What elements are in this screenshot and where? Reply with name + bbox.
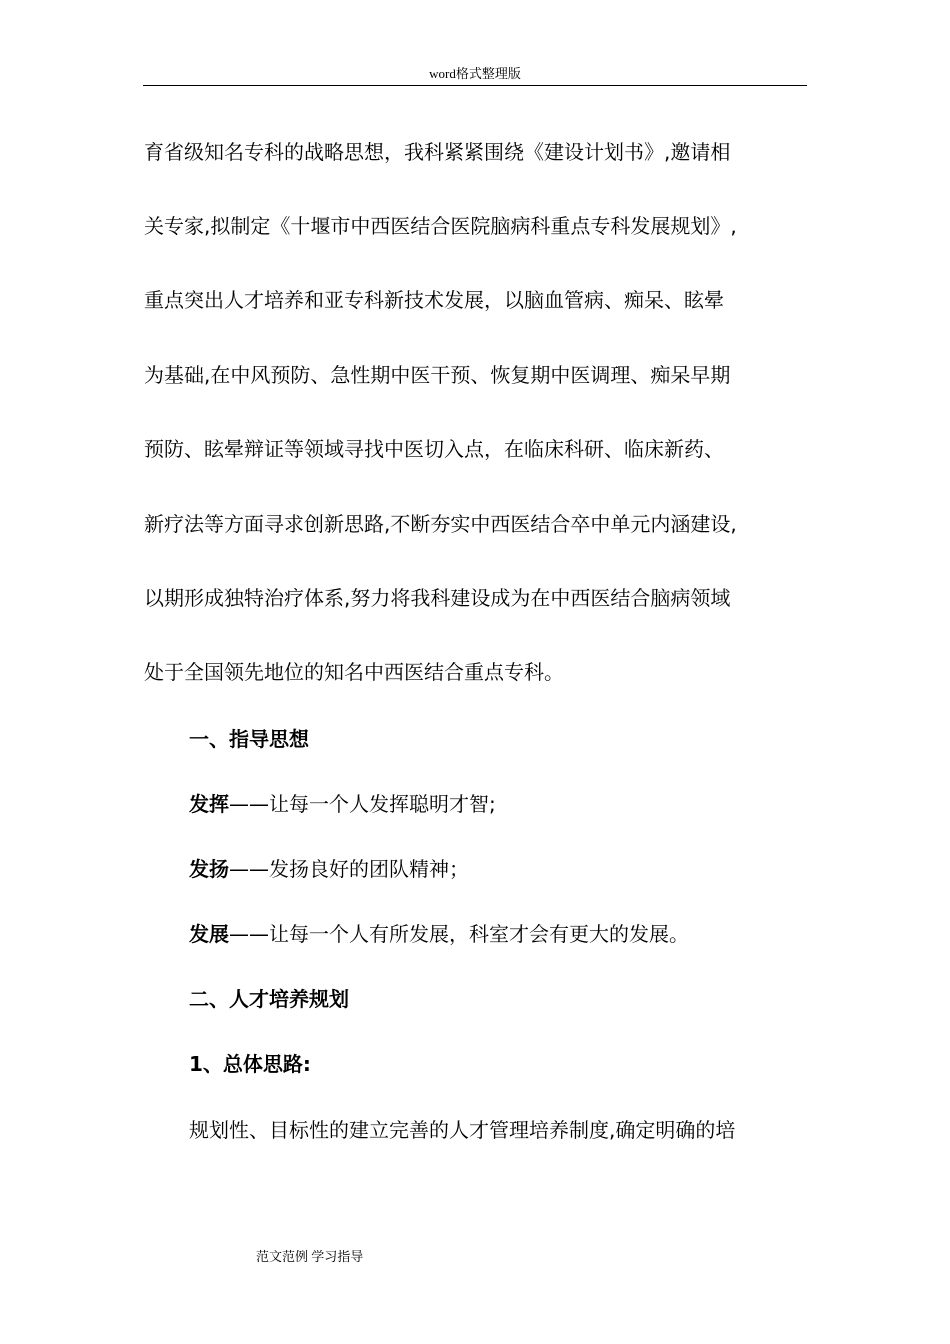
section-heading-guiding-ideology: 一、指导思想 xyxy=(189,727,309,751)
paragraph-line: 育省级知名专科的战略思想，我科紧紧围绕《建设计划书》,邀请相 xyxy=(144,140,731,164)
principle-item xyxy=(189,921,869,947)
principle-term: 发挥 xyxy=(189,792,229,816)
subsection-heading: 1、总体思路: xyxy=(189,1052,311,1076)
principle-item xyxy=(189,791,869,817)
principle-text: ——发扬良好的团队精神； xyxy=(229,857,469,881)
paragraph-line: 处于全国领先地位的知名中西医结合重点专科。 xyxy=(144,660,564,684)
header-divider xyxy=(143,85,807,86)
paragraph-line: 为基础,在中风预防、急性期中医干预、恢复期中医调理、痴呆早期 xyxy=(144,363,731,387)
principle-item xyxy=(189,856,869,882)
page-header: word格式整理版 xyxy=(429,66,521,81)
principle-text: ——让每一个人发挥聪明才智; xyxy=(229,792,496,816)
principle-term: 发展 xyxy=(189,922,229,946)
paragraph-line: 预防、眩晕辩证等领域寻找中医切入点，在临床科研、临床新药、 xyxy=(144,437,724,461)
paragraph-line: 以期形成独特治疗体系,努力将我科建设成为在中西医结合脑病领域 xyxy=(144,586,731,610)
principle-term: 发扬 xyxy=(189,857,229,881)
paragraph-line: 新疗法等方面寻求创新思路,不断夯实中西医结合卒中单元内涵建设, xyxy=(144,512,737,536)
section-heading-talent-plan: 二、人才培养规划 xyxy=(189,987,349,1011)
paragraph-line: 重点突出人才培养和亚专科新技术发展，以脑血管病、痴呆、眩晕 xyxy=(144,288,724,312)
paragraph-line: 关专家,拟制定《十堰市中西医结合医院脑病科重点专科发展规划》, xyxy=(144,214,737,238)
paragraph-line: 规划性、目标性的建立完善的人才管理培养制度,确定明确的培 xyxy=(189,1118,736,1142)
page-footer: 范文范例 学习指导 xyxy=(256,1249,364,1264)
principle-text: ——让每一个人有所发展，科室才会有更大的发展。 xyxy=(229,922,689,946)
